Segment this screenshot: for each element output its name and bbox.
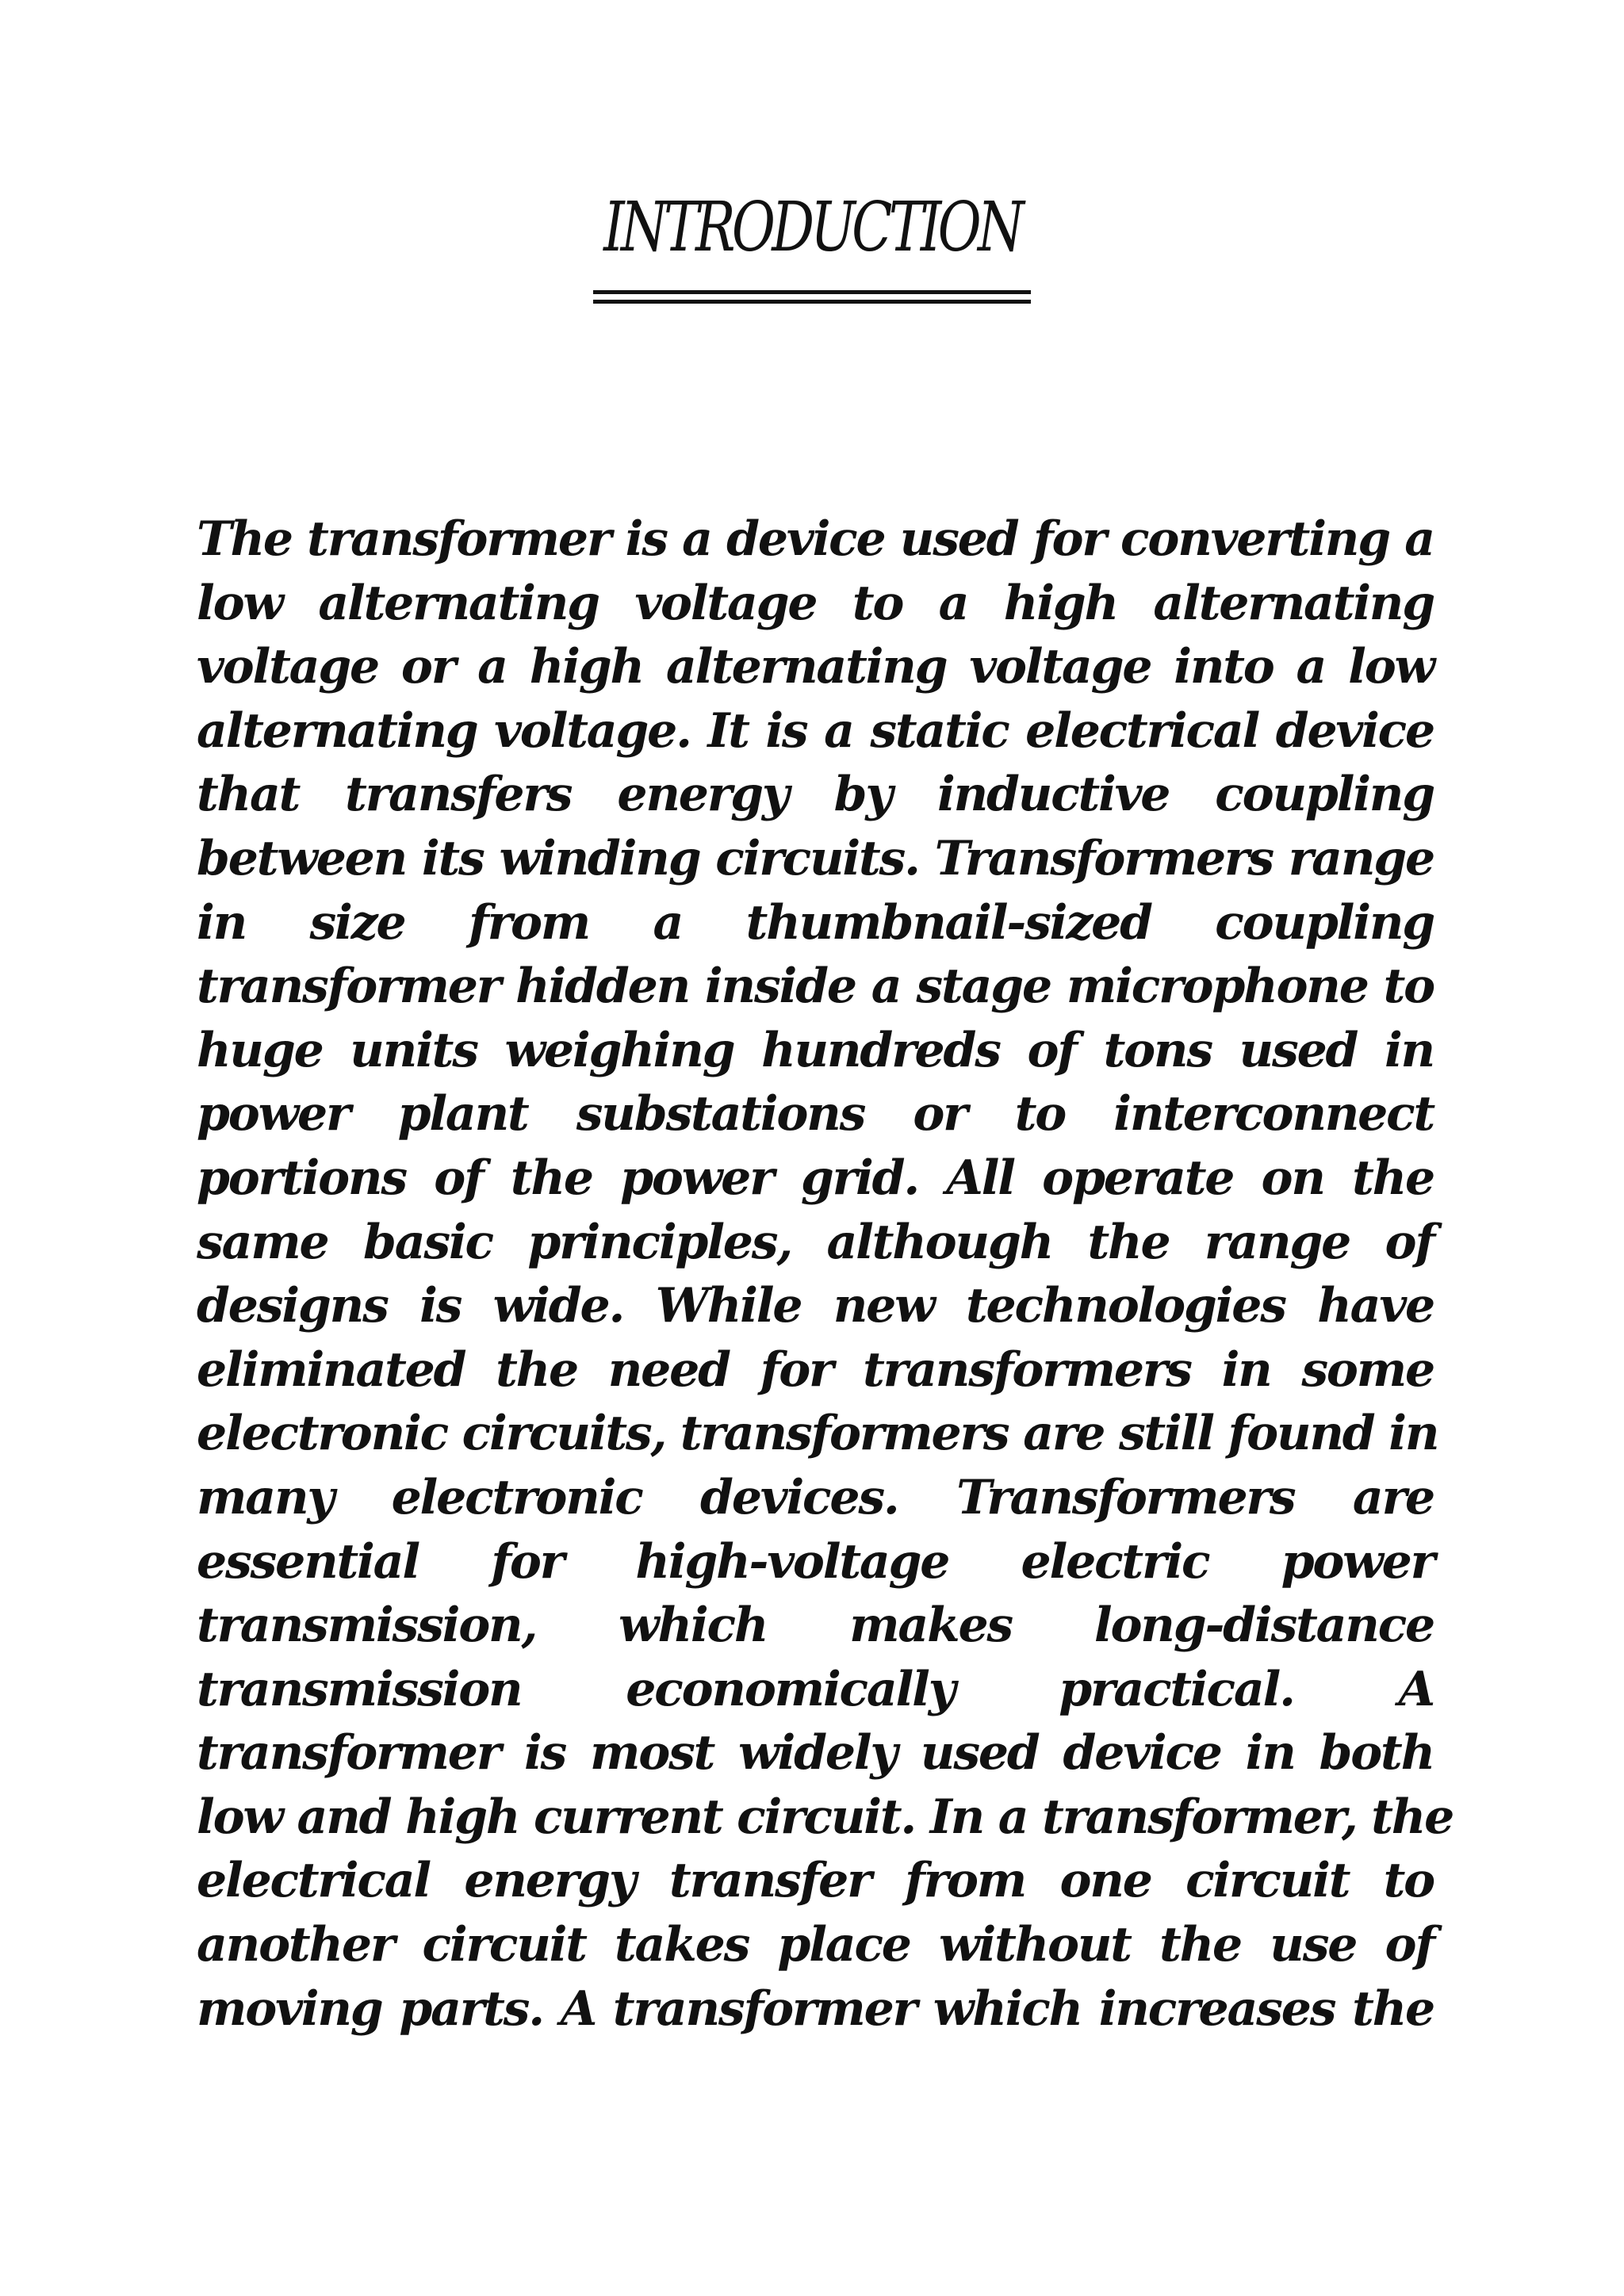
paragraph-line: voltage or a high alternating voltage into a low <box>197 639 1434 695</box>
paragraph-line: huge units weighing hundreds of tons used in <box>197 1022 1434 1078</box>
paragraph-line: low alternating voltage to a high alternating <box>197 575 1434 631</box>
paragraph-line: essential for high-voltage electric power <box>197 1533 1434 1590</box>
paragraph-line: that transfers energy by inductive coupling <box>197 767 1434 823</box>
paragraph-line: many electronic devices. Transformers are <box>197 1469 1434 1525</box>
paragraph-line: electrical energy transfer from one circuit to <box>197 1853 1434 1909</box>
paragraph-line: between its winding circuits. Transformers range <box>197 830 1434 886</box>
page-title: INTRODUCTION <box>603 188 1021 267</box>
paragraph-line: in size from a thumbnail-sized coupling <box>197 894 1434 951</box>
paragraph-line: eliminated the need for transformers in some <box>197 1341 1434 1398</box>
title-underline-top <box>593 290 1031 294</box>
paragraph-line: transformer is most widely used device in both <box>197 1725 1434 1781</box>
paragraph-line: transmission economically practical. A <box>197 1661 1434 1717</box>
paragraph-line: designs is wide. While new technologies have <box>197 1278 1434 1334</box>
title-container <box>0 184 1624 271</box>
paragraph-line: The transformer is a device used for converting a <box>197 511 1434 567</box>
title-underline-bottom <box>593 300 1031 304</box>
paragraph-line: transformer hidden inside a stage microphone to <box>197 959 1434 1015</box>
paragraph-line: same basic principles, although the range of <box>197 1214 1434 1270</box>
paragraph-line: portions of the power grid. All operate on the <box>197 1150 1434 1206</box>
paragraph-line: moving parts. A transformer which increases the <box>197 1980 1434 2037</box>
paragraph-line: alternating voltage. It is a static electrical device <box>197 702 1434 759</box>
paragraph-line: power plant substations or to interconnect <box>197 1086 1434 1142</box>
paragraph-line: transmission, which makes long-distance <box>197 1598 1434 1654</box>
introduction-paragraph <box>197 507 1454 2041</box>
paragraph-line: another circuit takes place without the use of <box>197 1917 1434 1973</box>
paragraph-line: low and high current circuit. In a transformer, the <box>197 1789 1454 1845</box>
paragraph-line: electronic circuits, transformers are still found in <box>197 1406 1438 1462</box>
